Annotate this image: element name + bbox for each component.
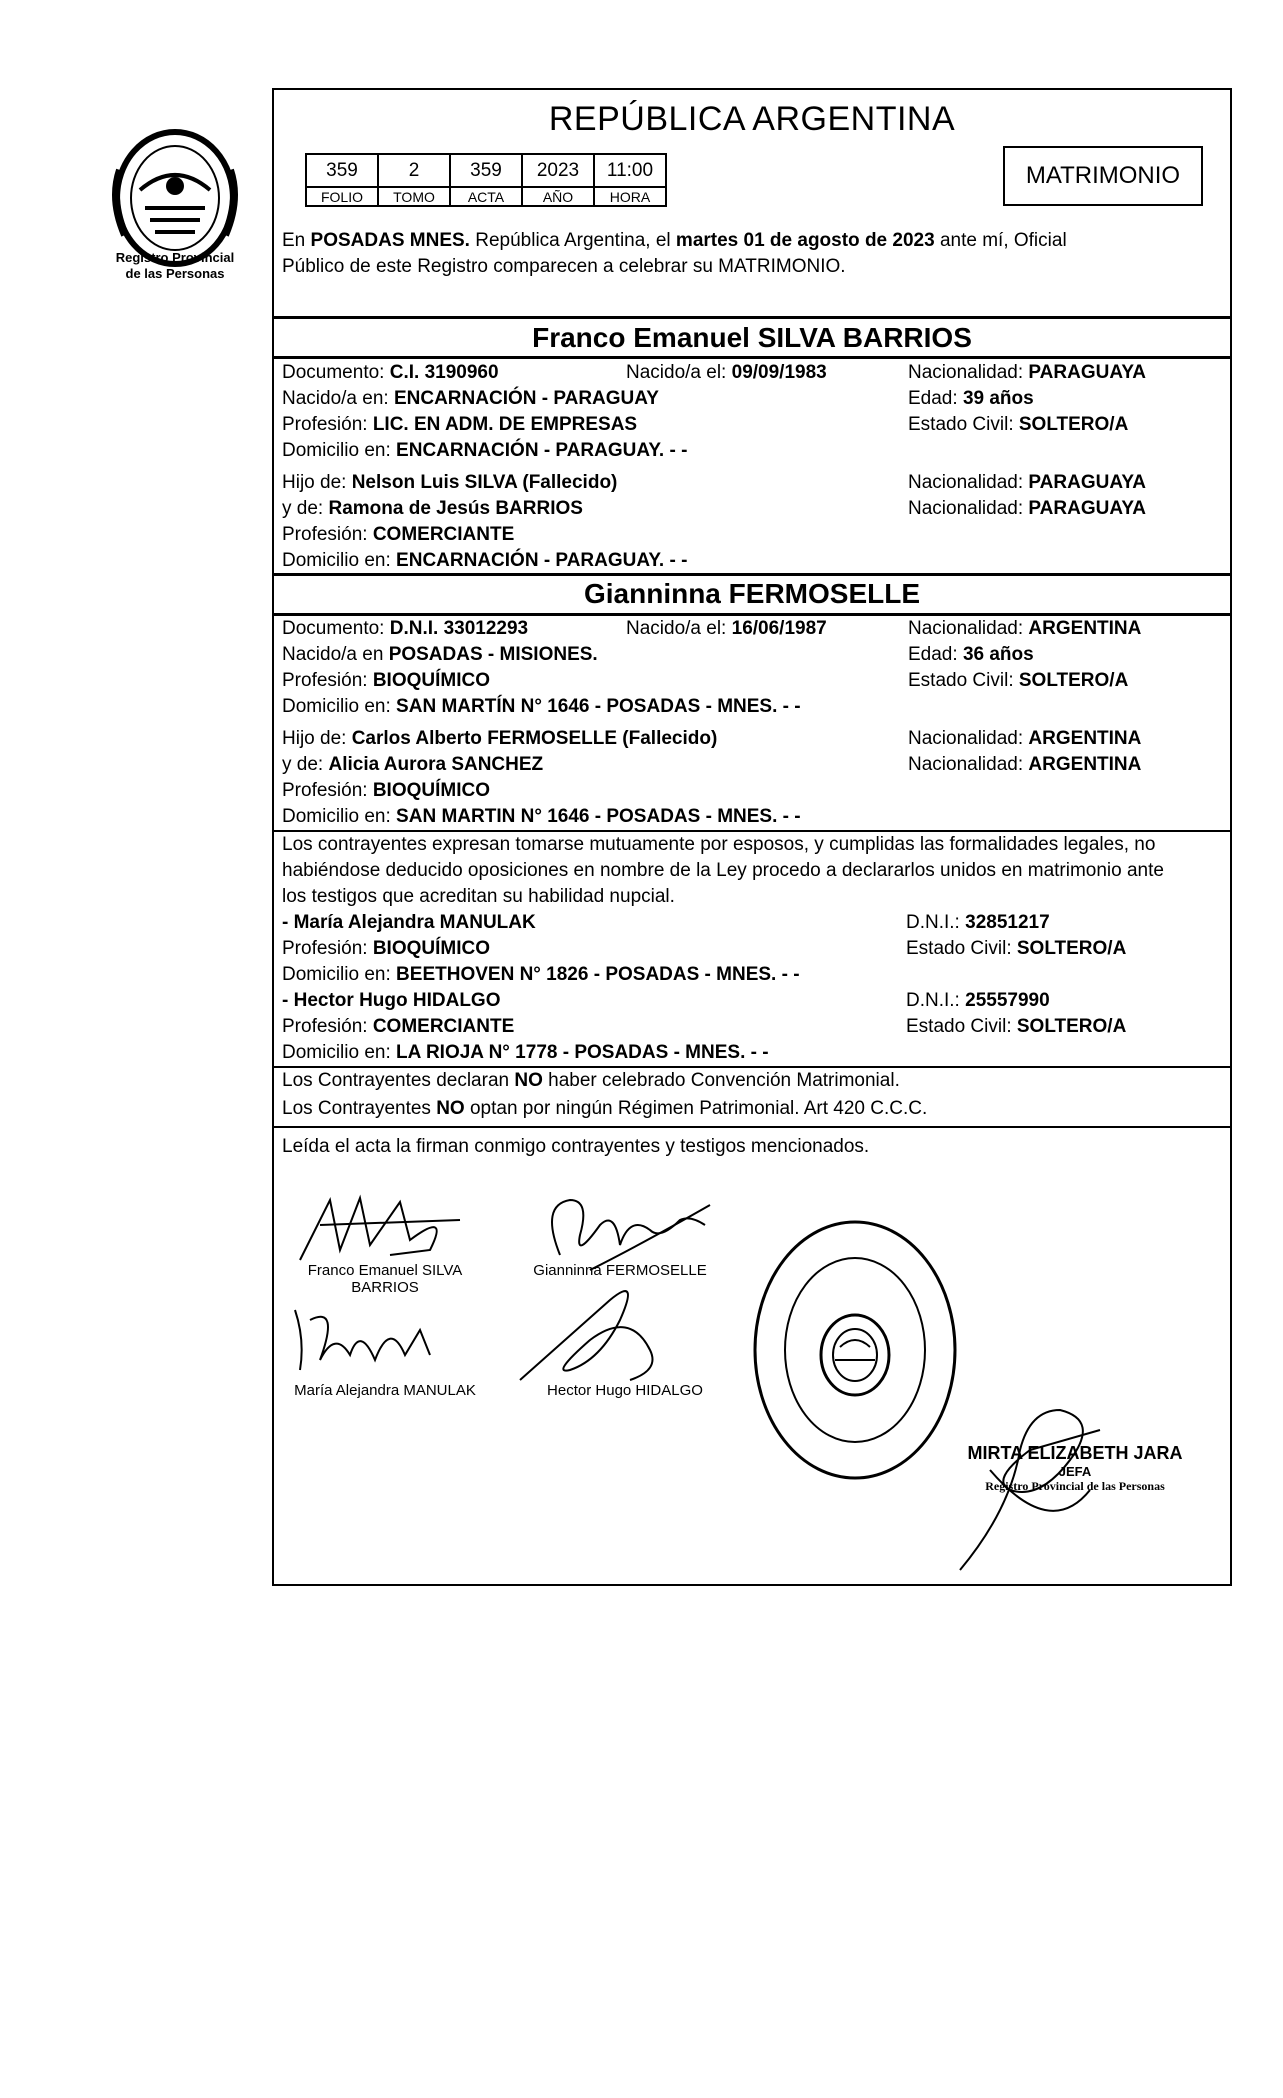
divider <box>272 573 1232 576</box>
record-ids-table <box>305 153 667 207</box>
declaration-line-1: Los contrayentes expresan tomarse mutuamente por esposos, y cumplidas las formalidades legales, no <box>282 834 1156 855</box>
official-seal-stamp <box>750 1215 960 1485</box>
witness1-signature-caption: María Alejandra MANULAK <box>294 1382 476 1399</box>
witness2-name: - Hector Hugo HIDALGO <box>282 990 501 1011</box>
spouse1-birthplace: Nacido/a en: ENCARNACIÓN - PARAGUAY <box>282 388 659 409</box>
declaration-line-2: habiéndose deducido oposiciones en nombre de la Ley procedo a declararlos unidos en matrimonio ante <box>282 860 1164 881</box>
spouse2-address: Domicilio en: SAN MARTÍN N° 1646 - POSADAS - MNES. - - <box>282 696 801 717</box>
spouse1-document: Documento: C.I. 3190960 <box>282 362 499 383</box>
spouse1-signature <box>290 1190 480 1270</box>
officer-stamp: MIRTA ELIZABETH JARA JEFA Registro Provincial de las Personas <box>967 1443 1183 1493</box>
intro-line-2: Público de este Registro comparecen a celebrar su MATRIMONIO. <box>282 256 846 277</box>
spouse1-father-nationality: Nacionalidad: PARAGUAYA <box>908 472 1146 493</box>
folio-value: 359 <box>306 154 378 187</box>
intro-line-1: En POSADAS MNES. República Argentina, el martes 01 de agosto de 2023 ante mí, Oficial <box>282 230 1067 251</box>
spouse2-document: Documento: D.N.I. 33012293 <box>282 618 529 639</box>
witness2-profession: Profesión: COMERCIANTE <box>282 1016 515 1037</box>
folio-label: FOLIO <box>306 187 378 206</box>
spouse2-nationality: Nacionalidad: ARGENTINA <box>908 618 1142 639</box>
spouse2-father: Hijo de: Carlos Alberto FERMOSELLE (Fallecido) <box>282 728 718 749</box>
spouse2-parents-address: Domicilio en: SAN MARTIN N° 1646 - POSADAS - MNES. - - <box>282 806 801 827</box>
spouse2-civil-status: Estado Civil: SOLTERO/A <box>908 670 1129 691</box>
declaration-line-3: los testigos que acreditan su habilidad nupcial. <box>282 886 675 907</box>
tomo-label: TOMO <box>378 187 450 206</box>
registry-logo-caption: Registro Provincial de las Personas <box>115 250 235 281</box>
year-label: AÑO <box>522 187 594 206</box>
spouse1-mother: y de: Ramona de Jesús BARRIOS <box>282 498 583 519</box>
spouse1-address: Domicilio en: ENCARNACIÓN - PARAGUAY. - - <box>282 440 688 461</box>
witness1-dni: D.N.I.: 32851217 <box>906 912 1050 933</box>
divider <box>272 356 1232 359</box>
witness2-signature <box>510 1280 710 1390</box>
spouse1-father: Hijo de: Nelson Luis SILVA (Fallecido) <box>282 472 618 493</box>
witness2-signature-caption: Hector Hugo HIDALGO <box>547 1382 703 1399</box>
witness1-signature <box>280 1300 480 1380</box>
spouse2-father-nationality: Nacionalidad: ARGENTINA <box>908 728 1142 749</box>
spouse1-nationality: Nacionalidad: PARAGUAYA <box>908 362 1146 383</box>
witness1-profession: Profesión: BIOQUÍMICO <box>282 938 490 959</box>
spouse1-civil-status: Estado Civil: SOLTERO/A <box>908 414 1129 435</box>
year-value: 2023 <box>522 154 594 187</box>
tomo-value: 2 <box>378 154 450 187</box>
spouse2-age: Edad: 36 años <box>908 644 1034 665</box>
acta-value: 359 <box>450 154 522 187</box>
spouse1-signature-caption: Franco Emanuel SILVA BARRIOS <box>307 1262 463 1296</box>
spouse1-parents-address: Domicilio en: ENCARNACIÓN - PARAGUAY. - - <box>282 550 688 571</box>
spouse2-name: Gianninna FERMOSELLE <box>583 578 920 609</box>
province-coat-of-arms-logo <box>100 120 250 270</box>
act-type-box: MATRIMONIO <box>1003 146 1203 206</box>
spouse2-mother: y de: Alicia Aurora SANCHEZ <box>282 754 544 775</box>
spouse1-age: Edad: 39 años <box>908 388 1034 409</box>
acta-label: ACTA <box>450 187 522 206</box>
witness2-address: Domicilio en: LA RIOJA N° 1778 - POSADAS - MNES. - - <box>282 1042 769 1063</box>
spouse1-profession: Profesión: LIC. EN ADM. DE EMPRESAS <box>282 414 638 435</box>
spouse2-parents-profession: Profesión: BIOQUÍMICO <box>282 780 490 801</box>
spouse2-birthdate: Nacido/a el: 16/06/1987 <box>626 618 827 639</box>
divider <box>272 316 1232 319</box>
witness1-address: Domicilio en: BEETHOVEN N° 1826 - POSADAS - MNES. - - <box>282 964 800 985</box>
divider <box>272 1126 1232 1128</box>
spouse2-mother-nationality: Nacionalidad: ARGENTINA <box>908 754 1142 775</box>
closing-text: Leída el acta la firman conmigo contrayentes y testigos mencionados. <box>282 1136 870 1157</box>
regime-line-2: Los Contrayentes NO optan por ningún Régimen Patrimonial. Art 420 C.C.C. <box>282 1098 928 1119</box>
page-title: REPÚBLICA ARGENTINA <box>548 100 956 138</box>
spouse1-parents-profession: Profesión: COMERCIANTE <box>282 524 515 545</box>
witness1-name: - María Alejandra MANULAK <box>282 912 536 933</box>
spouse1-name: Franco Emanuel SILVA BARRIOS <box>532 322 972 353</box>
witness2-dni: D.N.I.: 25557990 <box>906 990 1050 1011</box>
hour-label: HORA <box>594 187 666 206</box>
spouse2-profession: Profesión: BIOQUÍMICO <box>282 670 490 691</box>
spouse1-birthdate: Nacido/a el: 09/09/1983 <box>626 362 827 383</box>
witness2-civil-status: Estado Civil: SOLTERO/A <box>906 1016 1127 1037</box>
spouse2-signature-caption: Gianninna FERMOSELLE <box>533 1262 707 1279</box>
hour-value: 11:00 <box>594 154 666 187</box>
regime-line-1: Los Contrayentes declaran NO haber celebrado Convención Matrimonial. <box>282 1070 900 1091</box>
spouse2-birthplace: Nacido/a en POSADAS - MISIONES. <box>282 644 598 665</box>
spouse1-mother-nationality: Nacionalidad: PARAGUAYA <box>908 498 1146 519</box>
witness1-civil-status: Estado Civil: SOLTERO/A <box>906 938 1127 959</box>
